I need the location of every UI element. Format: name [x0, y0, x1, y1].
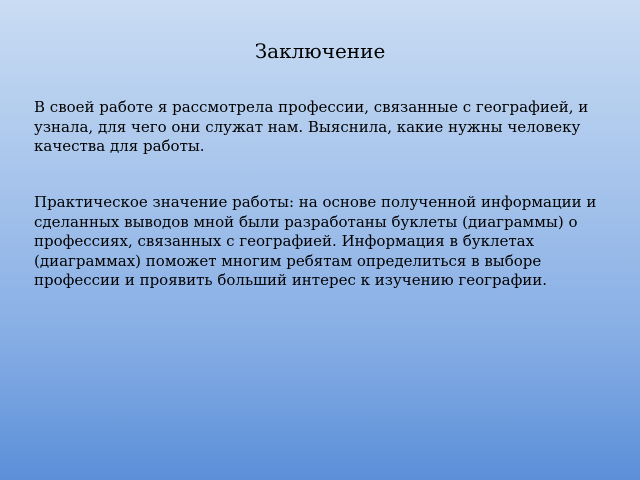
slide-title: Заключение	[254, 39, 386, 63]
paragraph-practical-significance: Практическое значение работы: на основе полученной информации и сделанных выводов мной были разработаны буклеты (диаграммы) о профессиях, связанных с географией. Информация в буклетах (диаграммах) поможет многим ребятам определиться в выборе профессии и проявить больший интерес к изучению географии.	[34, 193, 597, 289]
paragraph-conclusion: В своей работе я рассмотрела профессии, связанные с географией, и узнала, для чего они служат нам. Выяснила, какие нужны человеку качества для работы.	[34, 98, 589, 155]
